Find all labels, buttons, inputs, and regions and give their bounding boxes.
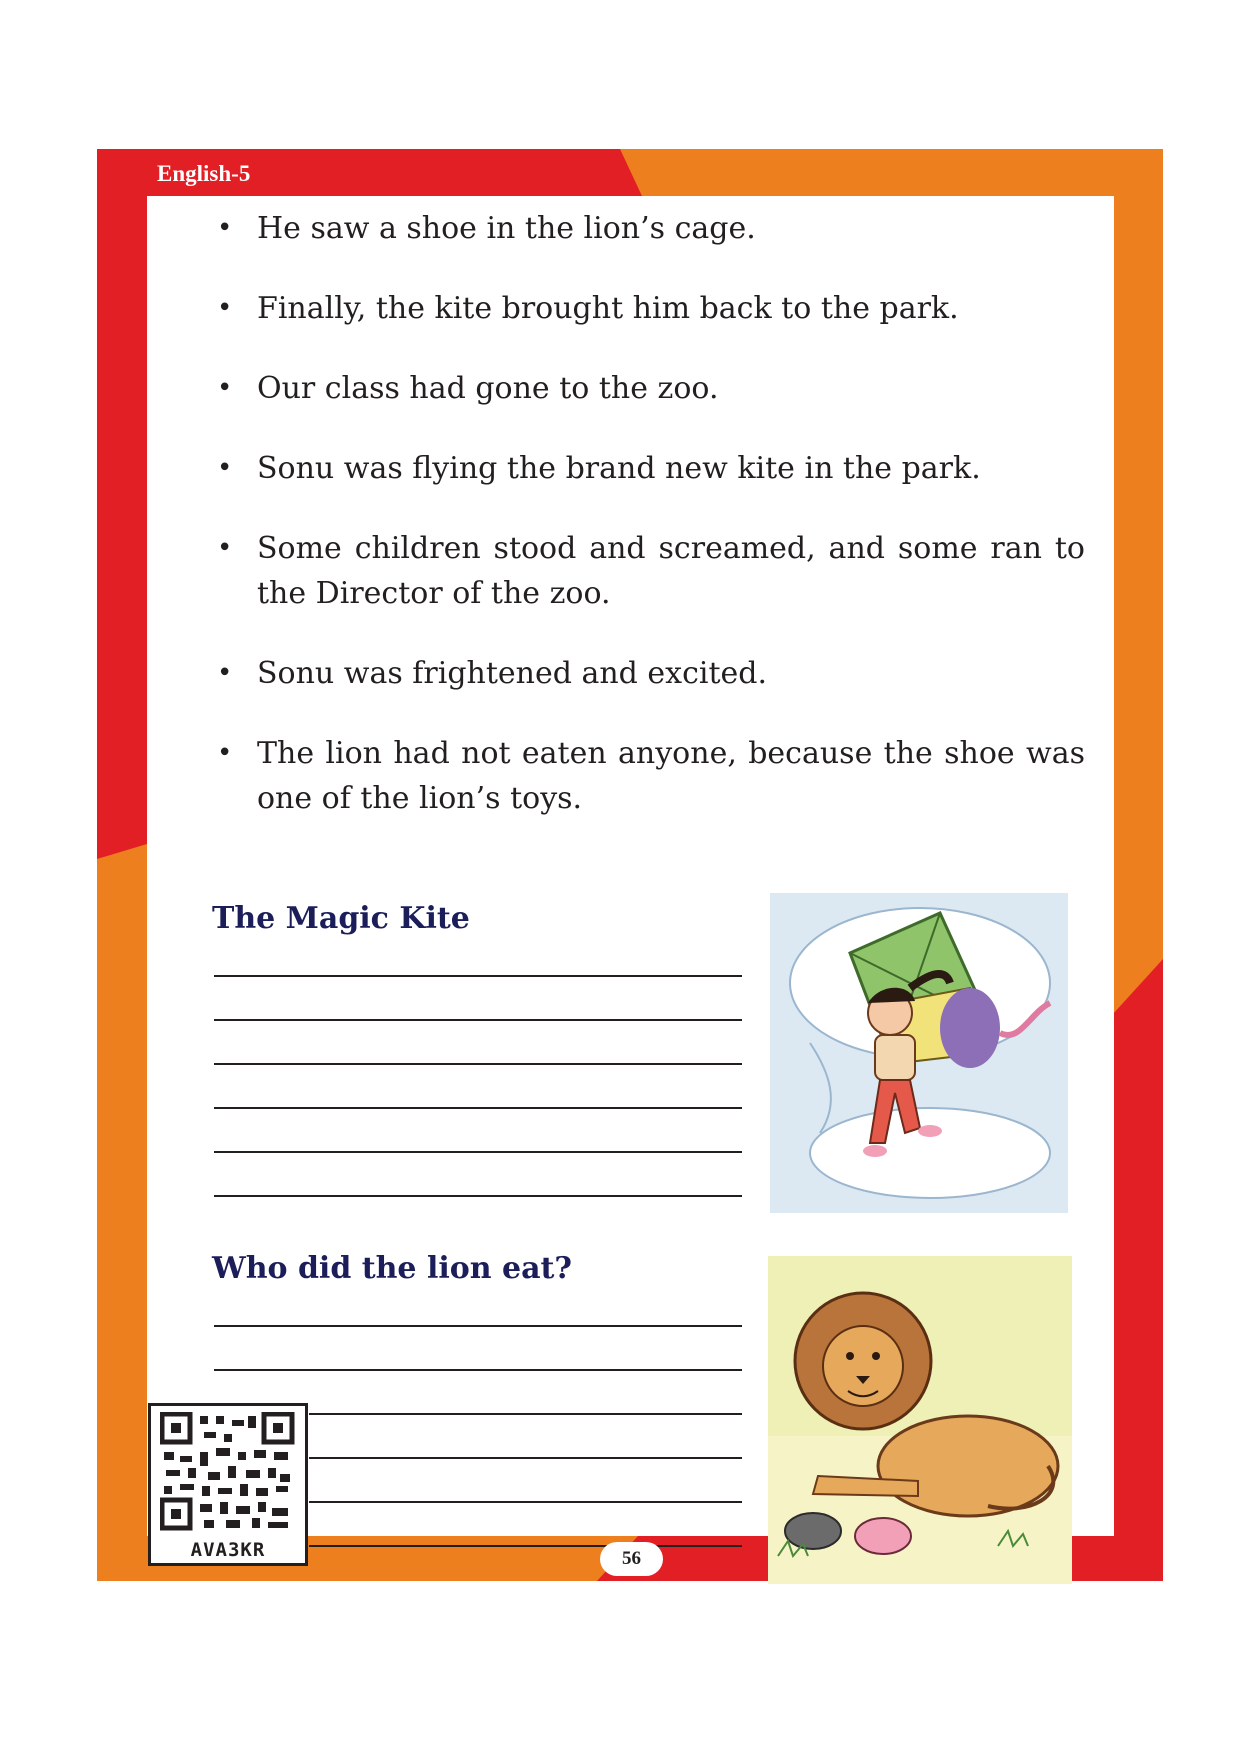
writing-line[interactable] <box>309 1457 742 1459</box>
writing-line[interactable] <box>214 1019 742 1021</box>
writing-line[interactable] <box>214 975 742 977</box>
sentence-text: Finally, the kite brought him back to the park. <box>257 291 959 326</box>
bullet-icon: • <box>217 533 233 563</box>
writing-line[interactable] <box>214 1063 742 1065</box>
page-frame <box>97 149 1163 1581</box>
list-item <box>209 731 1085 821</box>
bullet-icon: • <box>217 658 233 688</box>
sentence-text: He saw a shoe in the lion’s cage. <box>257 211 756 246</box>
list-item <box>209 206 1085 251</box>
sentence-list <box>209 206 1085 856</box>
sentence-text: Sonu was flying the brand new kite in the park. <box>257 451 981 486</box>
writing-line[interactable] <box>214 1369 742 1371</box>
list-item <box>209 366 1085 411</box>
section-title-magic-kite: The Magic Kite <box>212 901 470 936</box>
bullet-icon: • <box>217 213 233 243</box>
sentence-text: Some children stood and screamed, and some ran to the Director of the zoo. <box>257 531 1085 611</box>
qr-code[interactable] <box>148 1403 308 1566</box>
sentence-text: Our class had gone to the zoo. <box>257 371 719 406</box>
page-number: 56 <box>600 1542 663 1576</box>
writing-line[interactable] <box>214 1195 742 1197</box>
writing-line[interactable] <box>214 1151 742 1153</box>
sentence-text: The lion had not eaten anyone, because the shoe was one of the lion’s toys. <box>257 736 1085 816</box>
list-item <box>209 286 1085 331</box>
list-item <box>209 651 1085 696</box>
section-title-who-did-lion-eat: Who did the lion eat? <box>212 1251 572 1286</box>
bullet-icon: • <box>217 453 233 483</box>
writing-line[interactable] <box>309 1413 742 1415</box>
bullet-icon: • <box>217 293 233 323</box>
writing-line[interactable] <box>214 1325 742 1327</box>
subject-label: English-5 <box>157 161 251 186</box>
bullet-icon: • <box>217 373 233 403</box>
sentence-text: Sonu was frightened and excited. <box>257 656 768 691</box>
writing-line[interactable] <box>309 1545 742 1547</box>
list-item <box>209 446 1085 491</box>
list-item <box>209 526 1085 616</box>
writing-line[interactable] <box>214 1107 742 1109</box>
writing-line[interactable] <box>309 1501 742 1503</box>
qr-code-text: AVA3KR <box>190 1539 266 1561</box>
qr-code-pattern <box>160 1412 296 1532</box>
lion-with-shoes-illustration <box>768 1256 1072 1584</box>
bullet-icon: • <box>217 738 233 768</box>
girl-flying-on-kite-illustration <box>770 893 1068 1213</box>
